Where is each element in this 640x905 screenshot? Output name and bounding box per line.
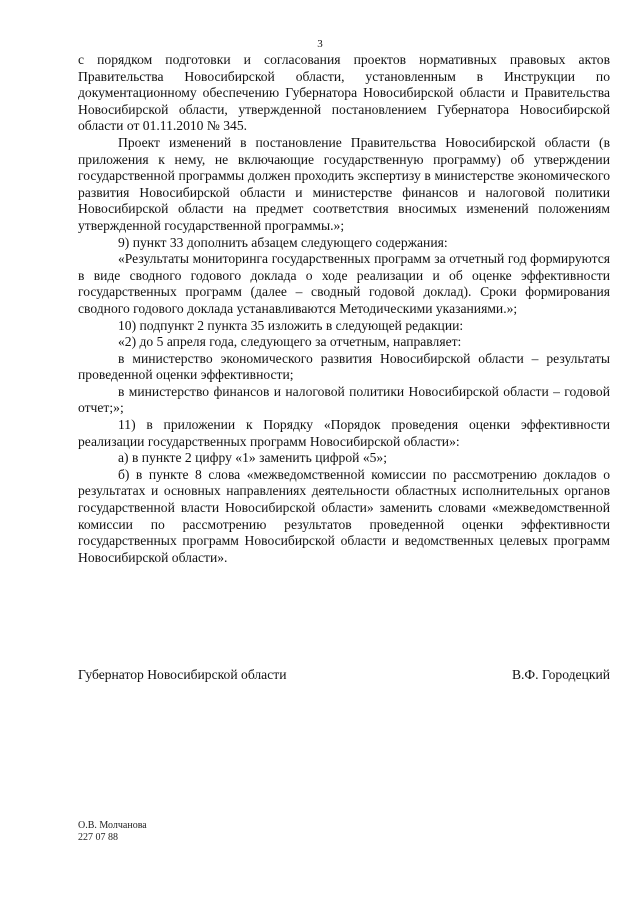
paragraph-subitem-a: а) в пункте 2 цифру «1» заменить цифрой «5»; bbox=[118, 450, 387, 466]
executor-phone: 227 07 88 bbox=[78, 832, 118, 843]
paragraph-project-changes: Проект изменений в постановление Правительства Новосибирской области (в приложения к нему, не включающие государственную программу) об утверждении государственной программы должен проходить экспертизу в министерстве экономического развития Новосибирской области и министерстве финансов и налоговой политики Новосибирской области на предмет соответствия вносимых изменений положениям утвержденной государственной программы.»; bbox=[78, 134, 610, 233]
executor-info bbox=[78, 820, 147, 844]
paragraph-ministry-finance: в министерство финансов и налоговой политики Новосибирской области – годовой отчет;»; bbox=[78, 383, 610, 416]
page-number: 3 bbox=[317, 38, 323, 50]
signatory-position: Губернатор Новосибирской области bbox=[78, 667, 287, 682]
paragraph-item-10: 10) подпункт 2 пункта 35 изложить в следующей редакции: bbox=[118, 317, 464, 333]
paragraph-item-9: 9) пункт 33 дополнить абзацем следующего содержания: bbox=[118, 234, 448, 250]
executor-name: О.В. Молчанова bbox=[78, 820, 147, 831]
paragraph-subitem-2: «2) до 5 апреля года, следующего за отчетным, направляет: bbox=[118, 334, 462, 350]
paragraph-subitem-b: б) в пункте 8 слова «межведомственной комиссии по рассмотрению докладов о результатах и основных направлениях деятельности областных исполнительных органов государственной власти Новосибирской области» заменить словами «межведомственной комиссии по рассмотрению результатов проведенной оценки эффективности государственных программ Новосибирской области и ведомственных целевых программ Новосибирской области». bbox=[78, 466, 610, 565]
signatory-name: В.Ф. Городецкий bbox=[511, 667, 610, 682]
paragraph-item-11: 11) в приложении к Порядку «Порядок проведения оценки эффективности реализации государственных программ Новосибирской области»: bbox=[78, 417, 610, 449]
paragraph-ministry-economic: в министерство экономического развития Новосибирской области – результаты проведенной оценки эффективности; bbox=[78, 350, 610, 383]
document-body bbox=[78, 52, 610, 566]
paragraph-continuation: с порядком подготовки и согласования проектов нормативных правовых актов Правительства Новосибирской области, установленным в Инструкции по документационному обеспечению Губернатора Новосибирской области и Правительства Новосибирской области, утвержденной постановлением Губернатора Новосибирской области от 01.11.2010 № 345. bbox=[78, 52, 610, 134]
paragraph-monitoring-results: «Результаты мониторинга государственных программ за отчетный год формируются в виде сводного годового доклада о ходе реализации и об оценке эффективности государственных программ (далее – сводный годовой доклад). Сроки формирования сводного годового доклада устанавливаются Методическими указаниями.»; bbox=[78, 251, 610, 316]
